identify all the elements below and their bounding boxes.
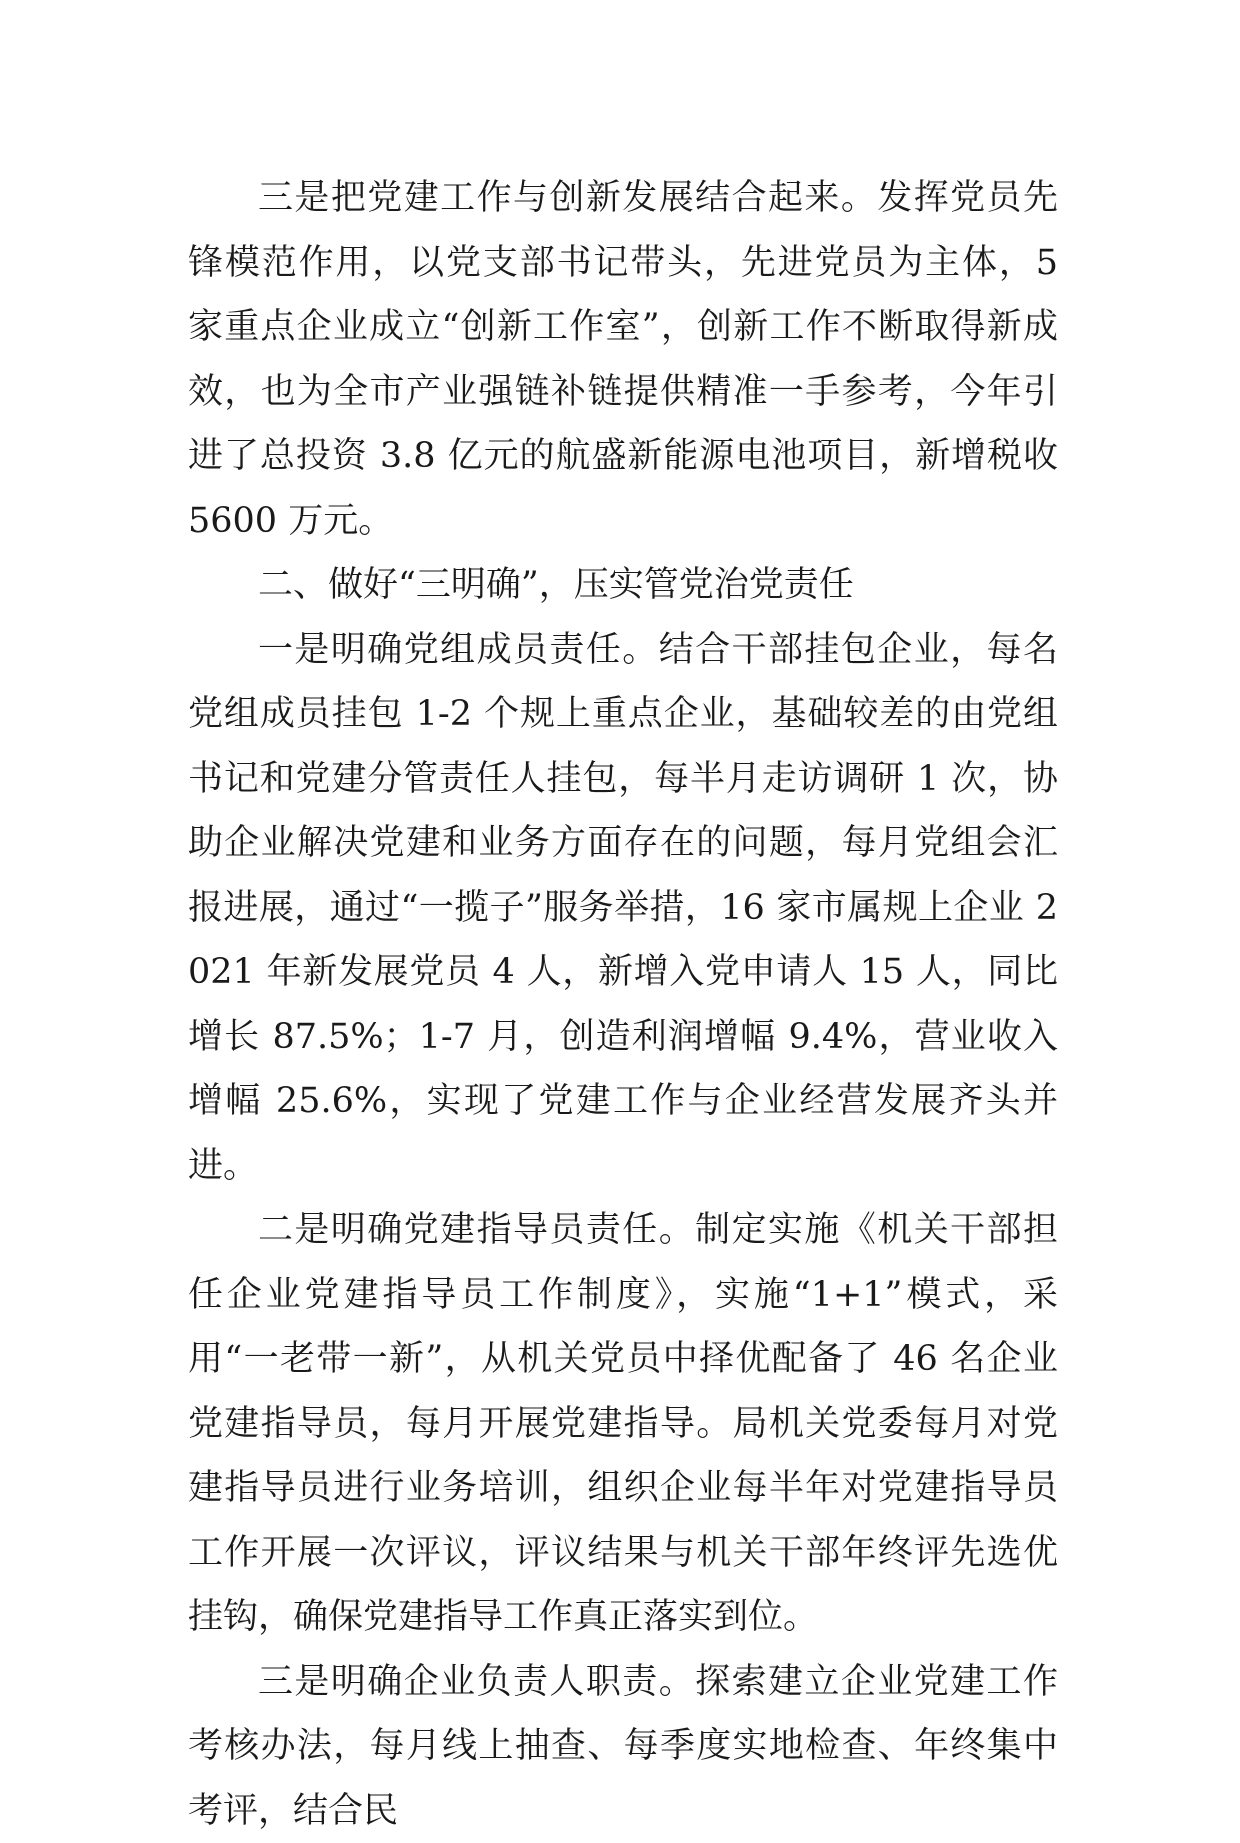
paragraph-party-members: 一是明确党组成员责任。结合干部挂包企业，每名党组成员挂包 1-2 个规上重点企业，基础较差的由党组书记和党建分管责任人挂包，每半月走访调研 1 次，协助企业解决党建和业务方面存在的问题，每月党组会汇报进展，通过“一揽子”服务举措，16 家市属规上企业 2021 年新发展党员 4 人，新增入党申请人 15 人，同比增长 87.5%；1-7 月，创造利润增幅 9.4%，营业收入增幅 25.6%，实现了党建工作与企业经营发展齐头并进。	[188, 618, 1058, 1199]
paragraph-instructors: 二是明确党建指导员责任。制定实施《机关干部担任企业党建指导员工作制度》，实施“1+1”模式，采用“一老带一新”，从机关党员中择优配备了 46 名企业党建指导员，每月开展党建指导。局机关党委每月对党建指导员进行业务培训，组织企业每半年对党建指导员工作开展一次评议，评议结果与机关干部年终评先选优挂钩，确保党建指导工作真正落实到位。	[188, 1198, 1058, 1650]
document-body	[188, 166, 1058, 1843]
paragraph-innovation: 三是把党建工作与创新发展结合起来。发挥党员先锋模范作用，以党支部书记带头，先进党员为主体，5 家重点企业成立“创新工作室”，创新工作不断取得新成效，也为全市产业强链补链提供精准一手参考，今年引进了总投资 3.8 亿元的航盛新能源电池项目，新增税收 5600 万元。	[188, 166, 1058, 553]
paragraph-enterprise-leaders: 三是明确企业负责人职责。探索建立企业党建工作考核办法，每月线上抽查、每季度实地检查、年终集中考评，结合民	[188, 1650, 1058, 1843]
section-heading: 二、做好“三明确”，压实管党治党责任	[188, 553, 1058, 618]
